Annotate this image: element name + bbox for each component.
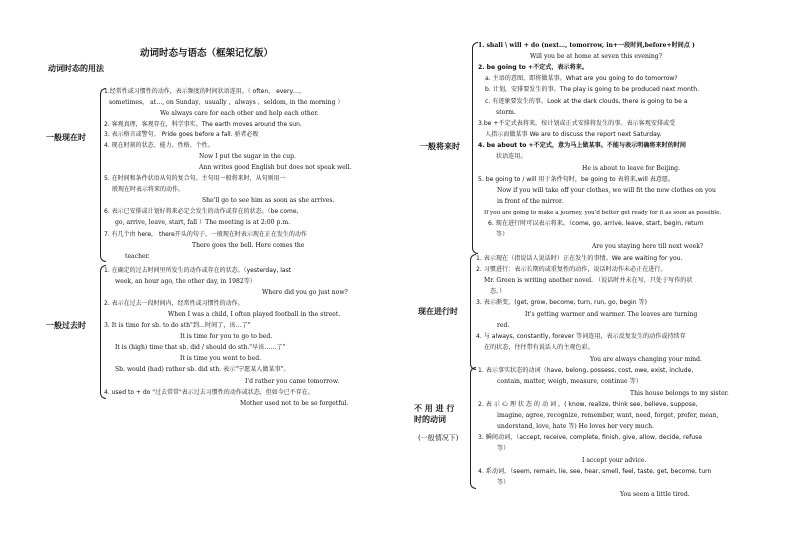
- sf-line-16: If you are going to make a journey, you'd better get ready for it as soon as possible.: [484, 210, 722, 216]
- sp-line-9: 5. 在时间和条件状语从句的复合句。主句用一般将来时，从句则用一: [104, 175, 286, 182]
- simple-future-label: 一般将来时: [420, 142, 460, 151]
- spa-line-8: It is (high) time that sb. did / should do sth."早该……了": [115, 344, 286, 351]
- pp-line-2: 1. 表示现在（指说话人说话时）正在发生的事情。We are waiting for you.: [476, 255, 683, 262]
- simple-past-brace: [100, 265, 106, 399]
- np-line-5: imagine, agree, recognize, remember, want, need, forget, prefer, mean,: [497, 412, 719, 419]
- np-line-7: 3. 瞬间动词，（accept, receive, complete, finish, give, allow, decide, refuse: [478, 434, 703, 441]
- spa-line-12: 4. used to + do "过去常常"表示过去习惯性的动作或状态，但如今已不存在。: [104, 389, 314, 396]
- simple-past-label: 一般过去时: [46, 321, 86, 330]
- simple-present-label: 一般现在时: [46, 133, 86, 142]
- pp-line-3: 2. 习惯进行：表示长期的或重复性的动作，说话时动作未必正在进行。: [476, 266, 667, 273]
- sf-line-4: a. 主语的意图，即将做某事。What are you going to do tomorrow?: [485, 75, 678, 82]
- sf-line-9: 人指示而做某事 We are to discuss the report next Saturday.: [485, 131, 662, 138]
- pp-line-7: It's getting warmer and warmer. The leaves are turning: [525, 311, 698, 318]
- np-line-11: 等）: [497, 479, 510, 486]
- np-line-6: understand, love, hate 等) He loves her very much.: [497, 423, 654, 430]
- np-line-1: 1. 表示事实状态的动词（have, belong, possess, cost, owe, exist, include,: [478, 367, 694, 374]
- pp-line-5: 态。）: [490, 288, 506, 295]
- sf-line-7: storm.: [496, 109, 516, 116]
- np-line-2: contain, matter, weigh, measure, continue 等）: [497, 378, 642, 385]
- sf-line-6: c. 有迹象要发生的事。Look at the dark clouds, there is going to be a: [485, 98, 688, 105]
- sp-line-7: Now I put the sugar in the cup.: [199, 153, 296, 160]
- np-line-10: 4. 系动词，（seem, remain, lie, see, hear, smell, feel, taste, get, become, turn: [478, 468, 712, 475]
- spa-line-13: Mother used not to be so forgetful.: [240, 400, 349, 407]
- spa-line-10: Sb. would (had) rather sb. did sth. 表示"宁愿某人做某事"。: [115, 366, 290, 373]
- sf-line-13: 5. be going to / will 用于条件句时，be going to 表将来,will 表意愿。: [478, 176, 675, 183]
- pp-line-9: 4. 与 always, constantly, forever 等词连用，表示反复发生的动作或持续存: [476, 333, 686, 340]
- pp-line-10: 在的状态，往往带有说话人的主观色彩。: [484, 344, 594, 351]
- sf-line-11: 状语连用。: [496, 153, 527, 160]
- np-line-12: You seem a little tired.: [620, 491, 690, 498]
- pp-line-6: 3. 表示渐变，(get, grow, become, turn, run, go, begin 等): [476, 299, 647, 306]
- sp-line-5: 3. 表示格言或警句。 Pride goes before a fall. 骄者必败: [104, 131, 259, 138]
- sf-line-18: 等）: [496, 231, 509, 238]
- spa-line-7: It is time for you to go to bed.: [180, 333, 273, 340]
- spa-line-9: It is time you went to bed.: [180, 355, 262, 362]
- sp-line-12: 6. 表示已安排或计划好将来必定会发生的动作或存在的状态。（be come,: [104, 208, 299, 215]
- sf-line-17: 6. 现在进行时可以表示将来。（come, go, arrive, leave, start, begin, return: [488, 220, 704, 227]
- sp-line-10: 般现在时表示将来的动作。: [112, 186, 185, 193]
- np-line-8: 等）: [497, 445, 510, 452]
- no-progressive-label-1: 不 用 进 行: [414, 404, 455, 413]
- spa-line-5: When I was a child, I often played football in the street.: [168, 311, 341, 318]
- sp-line-8: Ann writes good English but does not speak well.: [199, 164, 352, 171]
- sf-line-10: 4. be about to +不定式，意为马上做某事。不能与表示明确将来时的时间: [478, 142, 686, 149]
- sp-line-2: sometimes， at…, on Sunday，usually ，always ，seldom, in the morning ）: [109, 99, 344, 106]
- sp-line-14: 7. 有几个由 here， there开头的句子。一般现在时表示现在正在发生的动作: [104, 231, 307, 238]
- np-line-3: This house belongs to my sister.: [630, 390, 729, 397]
- section-subtitle: 动词时态的用法: [48, 64, 104, 73]
- no-progressive-label-3: (一般情况下): [418, 434, 459, 442]
- sf-line-15: in front of the mirror.: [497, 198, 564, 205]
- no-progressive-brace: [470, 367, 476, 489]
- sf-line-8: 3.be +不定式表将来，按计划或正式安排将发生的事。表示客观安排或受: [478, 120, 676, 127]
- spa-line-3: Where did you go just now?: [262, 289, 348, 296]
- sf-line-14: Now if you will take off your clothes, we will fit the new clothes on you: [497, 187, 716, 194]
- sf-line-1: 1. shall \ will + do (next…, tomorrow, in+一段时间,before+时间点 ): [478, 42, 695, 49]
- spa-line-2: week, an hour ago, the other day, in 1982等）: [115, 278, 256, 285]
- spa-line-4: 2. 表示在过去一段时间内，经常性或习惯性的动作。: [104, 300, 244, 307]
- sf-line-12: He is about to leave for Beijing.: [582, 165, 681, 172]
- sf-line-3: 2. be going to +不定式，表示将来。: [478, 64, 588, 71]
- spa-line-6: 3. It is time for sb. to do sth"到…时间了，该…了": [104, 322, 251, 329]
- no-progressive-label-2: 时的动词: [414, 415, 446, 424]
- spa-line-1: 1. 在确定的过去时间里所发生的动作或存在的状态。（yesterday, last: [104, 267, 292, 274]
- sp-line-3: We always care for each other and help each other.: [160, 110, 319, 117]
- sp-line-16: teacher.: [125, 253, 150, 260]
- pp-line-8: red.: [497, 322, 510, 329]
- sp-line-15: There goes the bell. Here comes the: [192, 242, 305, 249]
- sp-line-4: 2. 客观真理，客观存在，科学事实。The earth moves around the sun.: [104, 121, 302, 128]
- sp-line-13: go, arrive, leave, start, fall ）The meeting is at 2:00 p.m.: [115, 219, 291, 226]
- np-line-4: 2. 表 示 心 理 状 态 的 动 词 ，( know, realize, think see, believe, suppose,: [478, 401, 698, 408]
- pp-line-4: Mr. Green is writing another novel. （说话时并未在写，只处于写作的状: [484, 277, 693, 284]
- spa-line-11: I'd rather you came tomorrow.: [245, 378, 340, 385]
- sp-line-6: 4. 现在时刻的状态、能力、性格、个性。: [104, 142, 214, 149]
- sf-line-2: Will you be at home at seven this evening?: [530, 53, 662, 60]
- sp-line-1: 1.经常性或习惯性的动作，表示频度的时间状语连用。（ often， every…，: [104, 88, 306, 95]
- document-title: 动词时态与语态（框架记忆版）: [140, 48, 274, 59]
- present-progressive-label: 现在进行时: [418, 307, 458, 316]
- sf-line-5: b. 计划，安排要发生的事。The play is going to be produced next month.: [485, 86, 700, 93]
- pp-line-11: You are always changing your mind.: [590, 356, 702, 363]
- pp-line-1: Are you staying here till next week?: [592, 243, 704, 250]
- sp-line-11: She'll go to see him as soon as she arrives.: [202, 197, 335, 204]
- np-line-9: I accept your advice.: [582, 457, 647, 464]
